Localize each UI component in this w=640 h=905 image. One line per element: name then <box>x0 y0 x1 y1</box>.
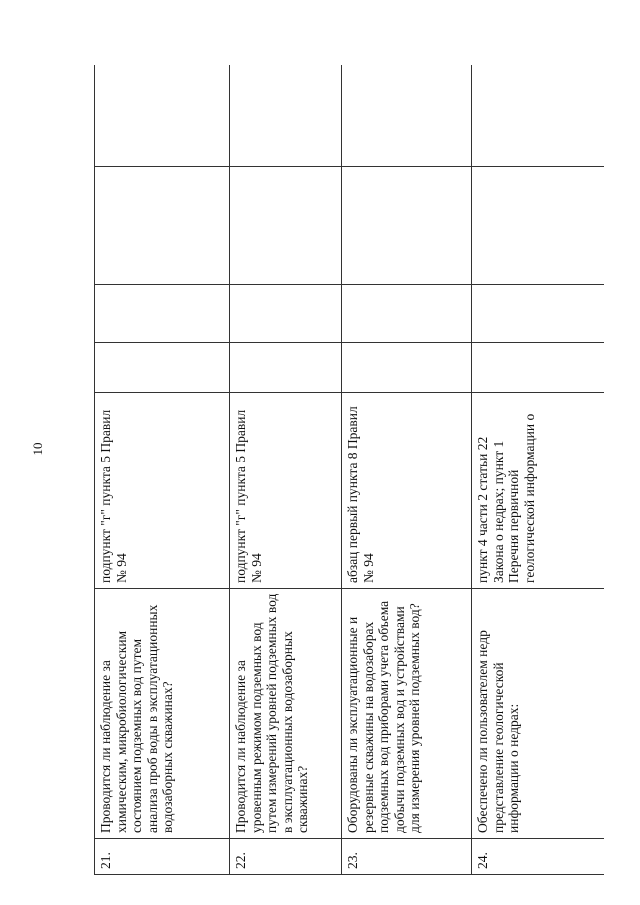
table-row <box>342 65 472 875</box>
answer-cell <box>230 343 342 393</box>
question-cell: Обеспечено ли пользователем недр представление геологической информации о недрах: <box>472 589 605 839</box>
rotated-table-wrapper <box>94 65 604 875</box>
answer-cell <box>342 285 472 343</box>
answer-cell <box>230 65 342 167</box>
answer-cell <box>472 65 605 167</box>
answer-cell <box>472 285 605 343</box>
answer-cell <box>95 285 230 343</box>
answer-cell <box>95 343 230 393</box>
row-number: 21. <box>95 839 230 875</box>
checklist-table <box>94 65 604 875</box>
answer-cell <box>230 285 342 343</box>
table-row <box>472 65 605 875</box>
answer-cell <box>472 167 605 285</box>
row-number: 23. <box>342 839 472 875</box>
row-number: 22. <box>230 839 342 875</box>
question-cell: Оборудованы ли эксплуатационные и резервные скважины на водозаборах подземных вод приборами учета объема добычи подземных вод и устройствами для измерения уровней подземных вод? <box>342 589 472 839</box>
page-number: 10 <box>30 442 45 456</box>
table-row <box>230 65 342 875</box>
answer-cell <box>342 343 472 393</box>
table-row <box>95 65 230 875</box>
row-number: 24. <box>472 839 605 875</box>
answer-cell <box>230 167 342 285</box>
reference-cell: абзац первый пункта 8 Правил № 94 <box>342 393 472 589</box>
reference-cell: пункт 4 части 2 статьи 22 Закона о недрах; пункт 1 Перечня первичной геологической информации о <box>472 393 605 589</box>
question-cell: Проводится ли наблюдение за химическим, микробиологическим состоянием подземных вод путем анализа проб воды в эксплуатационных водозаборных скважинах? <box>95 589 230 839</box>
answer-cell <box>342 65 472 167</box>
question-cell: Проводится ли наблюдение за уровенным режимом подземных вод путем измерений уровней подземных вод в эксплуатационных водозаборных скважинах? <box>230 589 342 839</box>
answer-cell <box>342 167 472 285</box>
answer-cell <box>95 167 230 285</box>
answer-cell <box>95 65 230 167</box>
answer-cell <box>472 343 605 393</box>
reference-cell: подпункт "г" пункта 5 Правил № 94 <box>230 393 342 589</box>
reference-cell: подпункт "г" пункта 5 Правил № 94 <box>95 393 230 589</box>
